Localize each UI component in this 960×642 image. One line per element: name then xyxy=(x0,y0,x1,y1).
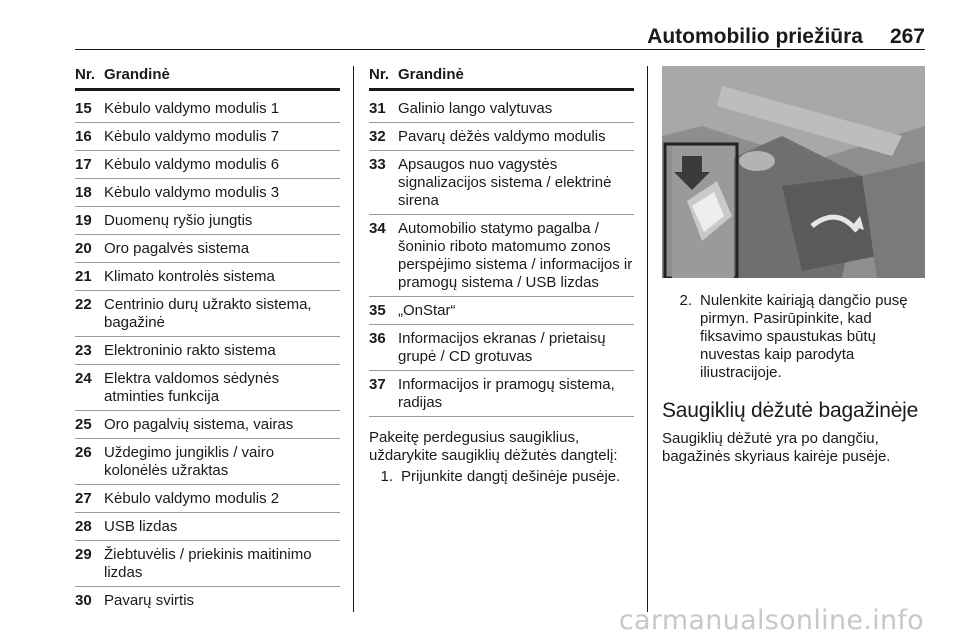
page-header xyxy=(75,25,925,50)
circuit-name: Galinio lango valytuvas xyxy=(398,100,553,117)
header-circuit: Grandinė xyxy=(398,66,464,83)
instruction-paragraph: Pakeitę perdegusius saugiklius, uždarykite saugiklių dėžutės dangtelį: xyxy=(369,429,618,464)
step-1 xyxy=(369,468,634,486)
circuit-name: Duomenų ryšio jungtis xyxy=(104,212,253,229)
fuse-number: 16 xyxy=(75,128,92,145)
table-row xyxy=(75,235,340,263)
circuit-name: Kėbulo valdymo modulis 2 xyxy=(104,490,280,507)
table-row xyxy=(75,263,340,291)
circuit-name: Oro pagalvės sistema xyxy=(104,240,250,257)
table-row xyxy=(75,95,340,123)
fuse-number: 30 xyxy=(75,592,92,609)
fuse-number: 36 xyxy=(369,330,386,347)
fuse-number: 35 xyxy=(369,302,386,319)
fuse-number: 22 xyxy=(75,296,92,313)
table-row xyxy=(75,411,340,439)
column-1 xyxy=(75,66,340,614)
step-2 xyxy=(662,292,925,382)
fuse-number: 33 xyxy=(369,156,386,173)
circuit-name: „OnStar“ xyxy=(398,302,456,319)
table-row xyxy=(75,439,340,485)
circuit-name: Pavarų dėžės valdymo modulis xyxy=(398,128,606,145)
circuit-name: Oro pagalvių sistema, vairas xyxy=(104,416,294,433)
header-num: Nr. xyxy=(75,66,96,83)
header-circuit: Grandinė xyxy=(104,66,170,83)
fuse-box-cover-illustration xyxy=(662,66,925,278)
circuit-name: Kėbulo valdymo modulis 6 xyxy=(104,156,280,173)
table-row xyxy=(369,95,634,123)
table-row xyxy=(369,123,634,151)
table-row xyxy=(369,215,634,297)
table-row xyxy=(75,337,340,365)
fuse-number: 17 xyxy=(75,156,92,173)
table-row xyxy=(369,297,634,325)
circuit-name: Uždegimo jungiklis / vairo kolonėlės užraktas xyxy=(104,444,275,479)
circuit-name: Kėbulo valdymo modulis 7 xyxy=(104,128,280,145)
fuse-number: 32 xyxy=(369,128,386,145)
table-row xyxy=(75,587,340,614)
table-row xyxy=(75,485,340,513)
table-row xyxy=(75,207,340,235)
fuse-number: 37 xyxy=(369,376,386,393)
body-paragraph: Saugiklių dėžutė yra po dangčiu, bagažinės skyriaus kairėje pusėje. xyxy=(662,430,891,465)
table-row xyxy=(369,371,634,417)
circuit-name: Klimato kontrolės sistema xyxy=(104,268,275,285)
table-row xyxy=(75,151,340,179)
table-header xyxy=(75,66,340,91)
fuse-number: 29 xyxy=(75,546,92,563)
table-row xyxy=(75,365,340,411)
column-divider xyxy=(353,66,354,612)
table-row xyxy=(75,541,340,587)
step-number: 1. xyxy=(380,468,393,485)
table-row xyxy=(369,151,634,215)
table-row xyxy=(75,513,340,541)
page-number: 267 xyxy=(889,25,925,48)
fuse-table-2 xyxy=(369,95,634,417)
fuse-number: 34 xyxy=(369,220,386,237)
step-number: 2. xyxy=(679,292,692,309)
column-2 xyxy=(369,66,634,486)
fuse-number: 24 xyxy=(75,370,92,387)
circuit-name: USB lizdas xyxy=(104,518,178,535)
fuse-table-1 xyxy=(75,95,340,614)
fuse-number: 23 xyxy=(75,342,92,359)
circuit-name: Centrinio durų užrakto sistema, bagažinė xyxy=(104,296,312,331)
fuse-number: 20 xyxy=(75,240,92,257)
fuse-number: 19 xyxy=(75,212,92,229)
header-num: Nr. xyxy=(369,66,390,83)
circuit-name: Apsaugos nuo vagystės signalizacijos sistema / elektrinė sirena xyxy=(398,156,612,209)
circuit-name: Elektroninio rakto sistema xyxy=(104,342,276,359)
fuse-number: 26 xyxy=(75,444,92,461)
circuit-name: Informacijos ir pramogų sistema, radijas xyxy=(398,376,615,411)
circuit-name: Žiebtuvėlis / priekinis maitinimo lizdas xyxy=(104,546,312,581)
fuse-number: 18 xyxy=(75,184,92,201)
fuse-number: 27 xyxy=(75,490,92,507)
table-row xyxy=(369,325,634,371)
circuit-name: Kėbulo valdymo modulis 1 xyxy=(104,100,280,117)
table-header xyxy=(369,66,634,91)
illustration-svg xyxy=(662,66,925,278)
column-3 xyxy=(662,66,925,466)
watermark: carmanualsonline.info xyxy=(618,605,924,636)
step-text: Nulenkite kairiąją dangčio pusę pirmyn. Pasirūpinkite, kad fiksavimo spaustukas būtų nuvestas kaip parodyta iliustracijoje. xyxy=(700,292,908,381)
circuit-name: Informacijos ekranas / prietaisų grupė / CD grotuvas xyxy=(398,330,606,365)
fuse-number: 28 xyxy=(75,518,92,535)
column-divider xyxy=(647,66,648,612)
fuse-number: 31 xyxy=(369,100,386,117)
circuit-name: Automobilio statymo pagalba / šoninio riboto matomumo zonos perspėjimo sistema / informacijos ir pramogų sistema / USB lizdas xyxy=(398,220,633,291)
circuit-name: Elektra valdomos sėdynės atminties funkcija xyxy=(104,370,280,405)
fuse-number: 25 xyxy=(75,416,92,433)
table-row xyxy=(75,179,340,207)
section-title: Automobilio priežiūra xyxy=(647,25,863,48)
table-row xyxy=(75,291,340,337)
fuse-number: 21 xyxy=(75,268,92,285)
step-text: Prijunkite dangtį dešinėje pusėje. xyxy=(401,468,621,485)
circuit-name: Pavarų svirtis xyxy=(104,592,195,609)
fuse-number: 15 xyxy=(75,100,92,117)
section-heading: Saugiklių dėžutė bagažinėje xyxy=(662,399,919,422)
circuit-name: Kėbulo valdymo modulis 3 xyxy=(104,184,280,201)
table-row xyxy=(75,123,340,151)
